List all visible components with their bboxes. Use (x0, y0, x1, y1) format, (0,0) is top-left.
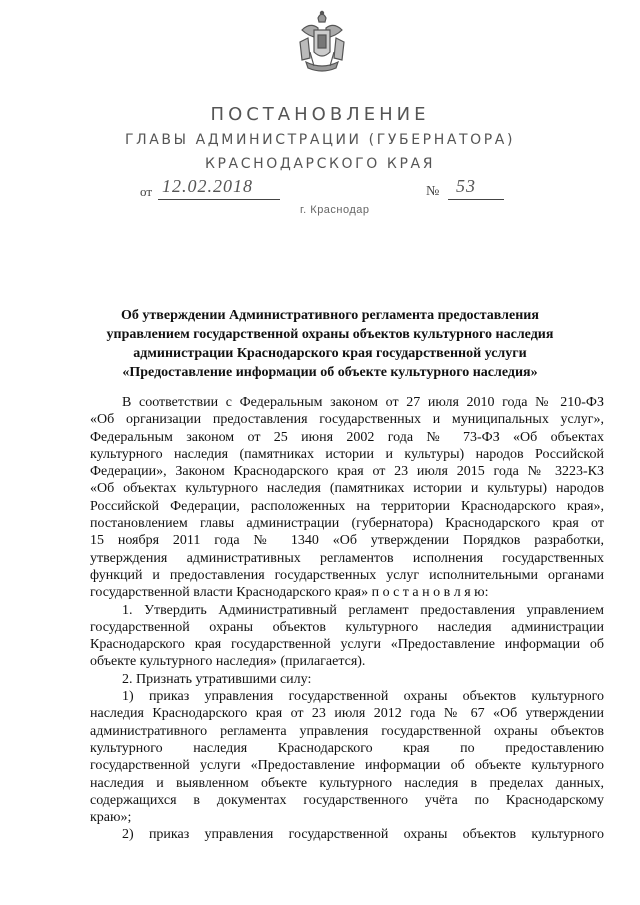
body-line: содержащихся в документах государственного учёта по Краснодарскому (90, 792, 604, 808)
body-line: краю»; (90, 810, 132, 826)
body-line: 1) приказ управления государственной охраны объектов культурного (122, 689, 604, 705)
body-line: утверждения административных регламентов исполнения государственных (90, 550, 604, 566)
body-line: объекте культурного наследия» (прилагается). (90, 654, 366, 670)
body-line: «Об организации предоставления государственных и муниципальных услуг», (90, 412, 604, 428)
body-line: государственной услуги «Предоставление информации об объекте культурного (90, 758, 604, 774)
body-line: Федеральным законом от 25 июня 2002 года № 73-ФЗ «Об объектах (90, 429, 604, 445)
issuer-heading: ГЛАВЫ АДМИНИСТРАЦИИ (ГУБЕРНАТОРА) (124, 132, 516, 148)
body-line: государственной власти Краснодарского края» п о с т а н о в л я ю: (90, 585, 489, 601)
date-value: 12.02.2018 (162, 176, 253, 196)
date-underline (158, 199, 280, 200)
date-prefix: от (140, 184, 153, 199)
body-line: постановлением главы администрации (губернатора) Краснодарского края от (90, 516, 604, 532)
place-of-issue: г. Краснодар (300, 204, 370, 216)
region-heading: КРАСНОДАРСКОГО КРАЯ (204, 156, 436, 172)
document-title (80, 306, 580, 382)
body-line: культурного наследия (памятниках истории и культуры) народов Российской (90, 446, 604, 462)
body-line: наследия Краснодарского края от 23 июля 2012 года № 67 «Об утверждении (90, 706, 604, 722)
coat-of-arms-icon (296, 8, 348, 74)
title-line: управлением государственной охраны объектов культурного наследия (106, 327, 554, 342)
body-line: Российской Федерации, расположенных на территории Краснодарского края», (90, 498, 604, 514)
body-line: административного регламента управления государственной охраны объектов (90, 723, 604, 739)
body-line: 2) приказ управления государственной охраны объектов культурного (122, 827, 604, 843)
title-line: «Предоставление информации об объекте культурного наследия» (122, 365, 538, 380)
body-line: В соответствии с Федеральным законом от 27 июля 2010 года № 210-ФЗ (122, 395, 604, 410)
body-line: 1. Утвердить Административный регламент предоставления управлением (122, 602, 604, 618)
number-value: 53 (456, 176, 476, 196)
document-type-heading: ПОСТАНОВЛЕНИЕ (210, 104, 430, 125)
body-line: государственной охраны объектов культурного наследия администрации (90, 619, 604, 635)
body-line: 15 ноября 2011 года № 1340 «Об утверждении Порядков разработки, (90, 533, 604, 549)
number-underline (448, 199, 504, 200)
document-body (90, 394, 604, 844)
body-line: культурного наследия Краснодарского края по предоставлению (90, 740, 604, 756)
title-line: Об утверждении Административного регламента предоставления (121, 308, 539, 323)
body-line: Краснодарского края государственной услуги «Предоставление информации об (90, 637, 604, 653)
body-line: 2. Признать утратившими силу: (122, 671, 312, 687)
body-line: Федерации», Законом Краснодарского края от 23 июля 2015 года № 3223-КЗ (90, 464, 604, 480)
body-line: функций и предоставления государственных услуг исполнительными органами (90, 567, 604, 583)
number-prefix: № (426, 184, 440, 199)
body-line: наследия и выявленном объекте культурного наследия в пределах данных, (90, 775, 604, 791)
title-line: администрации Краснодарского края государственной услуги (133, 346, 527, 361)
body-line: «Об объектах культурного наследия (памятниках истории и культуры) народов (90, 481, 604, 497)
